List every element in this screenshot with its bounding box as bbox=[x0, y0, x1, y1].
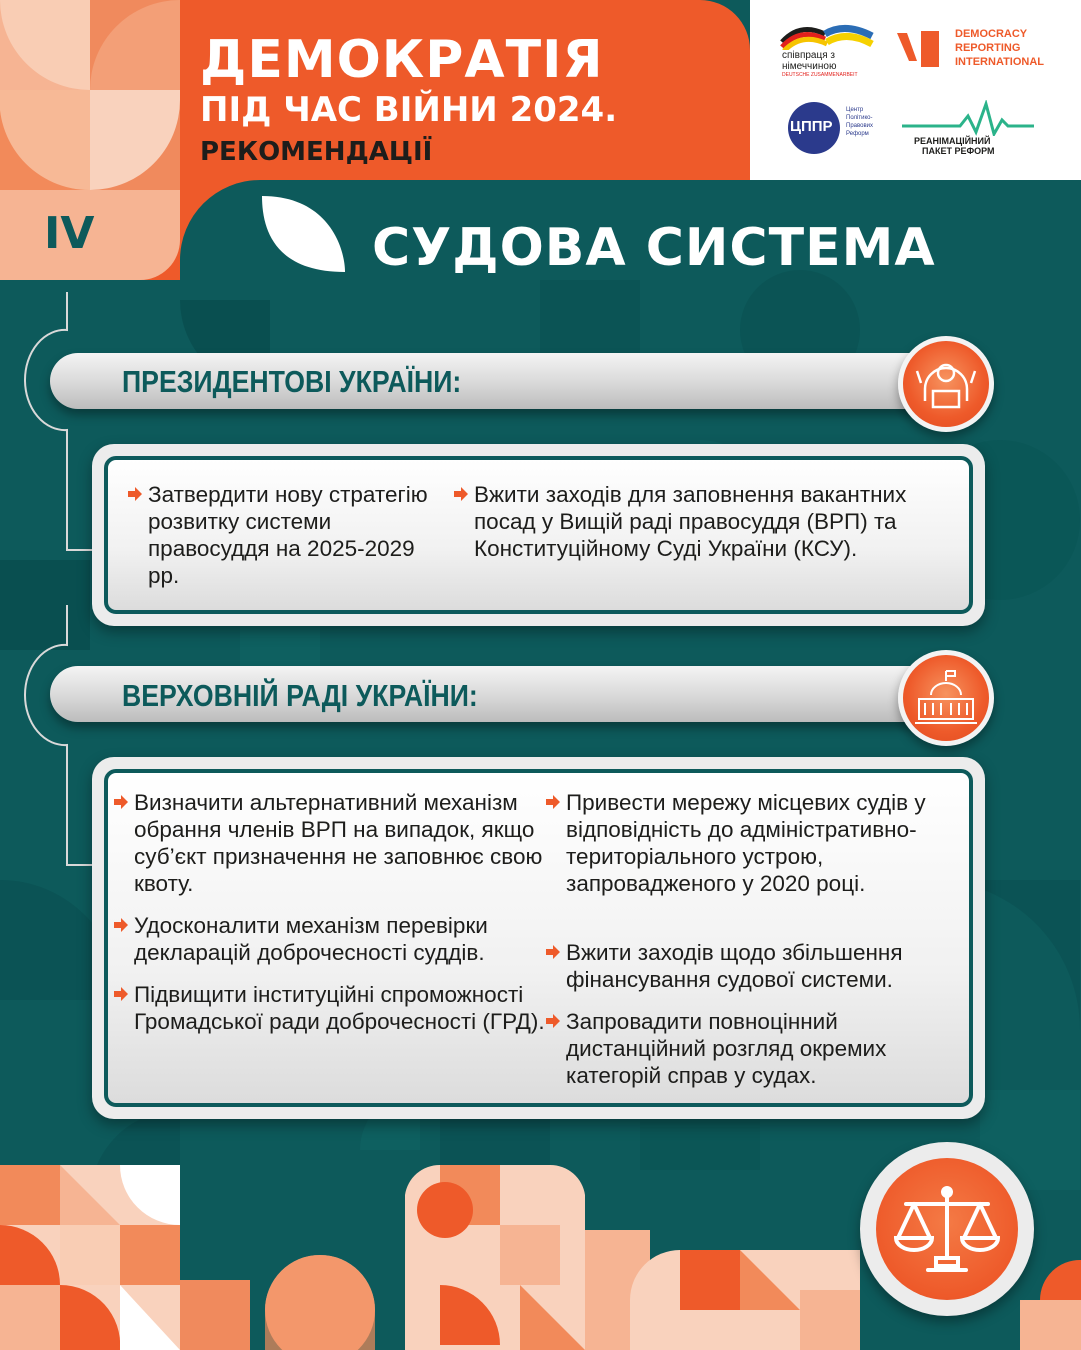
section-title: СУДОВА СИСТЕМА bbox=[372, 218, 936, 278]
title-line-1: ДЕМОКРАТІЯ bbox=[200, 30, 604, 90]
rpr-logo bbox=[900, 100, 1040, 160]
recommendation-item: Удосконалити механізм перевірки декларацій доброчесності суддів. bbox=[134, 913, 488, 965]
section-numeral: IV bbox=[44, 208, 95, 259]
scales-badge bbox=[860, 1142, 1034, 1316]
president-glyph bbox=[903, 341, 989, 427]
bullet-arrow-icon bbox=[114, 987, 128, 1001]
dri-text-1: DEMOCRACY bbox=[955, 28, 1028, 40]
cppr-logo bbox=[788, 102, 888, 160]
bullet-arrow-icon bbox=[546, 1014, 560, 1028]
title-line-2: ПІД ЧАС ВІЙНИ 2024. bbox=[200, 90, 618, 130]
cppr-text-1: Центр bbox=[846, 107, 864, 113]
giz-logo bbox=[780, 20, 875, 80]
section-label-parliament: ВЕРХОВНІЙ РАДІ УКРАЇНИ: bbox=[122, 678, 478, 713]
giz-text-1: співпраця з bbox=[782, 50, 835, 61]
president-icon bbox=[898, 336, 994, 432]
bullet-arrow-icon bbox=[114, 795, 128, 809]
section-label-president: ПРЕЗИДЕНТОВІ УКРАЇНИ: bbox=[122, 364, 462, 399]
flags-icon bbox=[780, 20, 875, 50]
recommendation-item: Привести мережу місцевих судів у відповідність до адміністративно-територіального устрою, запровадженого у 2020 році. bbox=[566, 790, 926, 896]
dri-mark-icon bbox=[895, 27, 943, 69]
dri-logo bbox=[895, 27, 1055, 71]
giz-text-3: DEUTSCHE ZUSAMMENARBEIT bbox=[782, 72, 858, 78]
parliament-icon bbox=[898, 650, 994, 746]
rpr-text-2: ПАКЕТ РЕФОРМ bbox=[922, 146, 995, 156]
dri-text-2: REPORTING bbox=[955, 42, 1021, 54]
rpr-text-1: РЕАНІМАЦІЙНИЙ bbox=[914, 136, 991, 146]
heartbeat-icon bbox=[900, 100, 1036, 136]
dri-text-3: INTERNATIONAL bbox=[955, 56, 1045, 68]
recommendation-item: Вжити заходів щодо збільшення фінансування судової системи. bbox=[566, 940, 903, 992]
recommendation-item: Запровадити повноцінний дистанційний розгляд окремих категорій справ у судах. bbox=[566, 1009, 887, 1088]
title-line-3: РЕКОМЕНДАЦІЇ bbox=[200, 137, 433, 167]
giz-text-2: німеччиною bbox=[782, 61, 837, 72]
bullet-arrow-icon bbox=[454, 487, 468, 501]
cppr-mark-text: ЦППР bbox=[790, 118, 833, 135]
scales-of-justice-icon bbox=[876, 1158, 1018, 1300]
bullet-arrow-icon bbox=[128, 487, 142, 501]
cppr-text-3: Правових bbox=[846, 123, 873, 129]
recommendation-item: Визначити альтернативний механізм обрання членів ВРП на випадок, якщо суб’єкт призначення не заповнює свою квоту. bbox=[134, 790, 543, 896]
scales-glyph bbox=[876, 1158, 1018, 1300]
recommendation-item: Затвердити нову стратегію розвитку системи правосуддя на 2025-2029 рр. bbox=[148, 482, 428, 588]
cppr-text-2: Політико- bbox=[846, 115, 873, 121]
recommendation-item: Вжити заходів для заповнення вакантних посад у Вищій раді правосуддя (ВРП) та Конституційному Суді України (КСУ). bbox=[474, 482, 907, 561]
cppr-text-4: Реформ bbox=[846, 131, 869, 137]
bullet-arrow-icon bbox=[114, 918, 128, 932]
recommendation-item: Підвищити інституційні спроможності Громадської ради доброчесності (ГРД). bbox=[134, 982, 545, 1034]
bullet-arrow-icon bbox=[546, 945, 560, 959]
bullet-arrow-icon bbox=[546, 795, 560, 809]
parliament-glyph bbox=[903, 655, 989, 741]
